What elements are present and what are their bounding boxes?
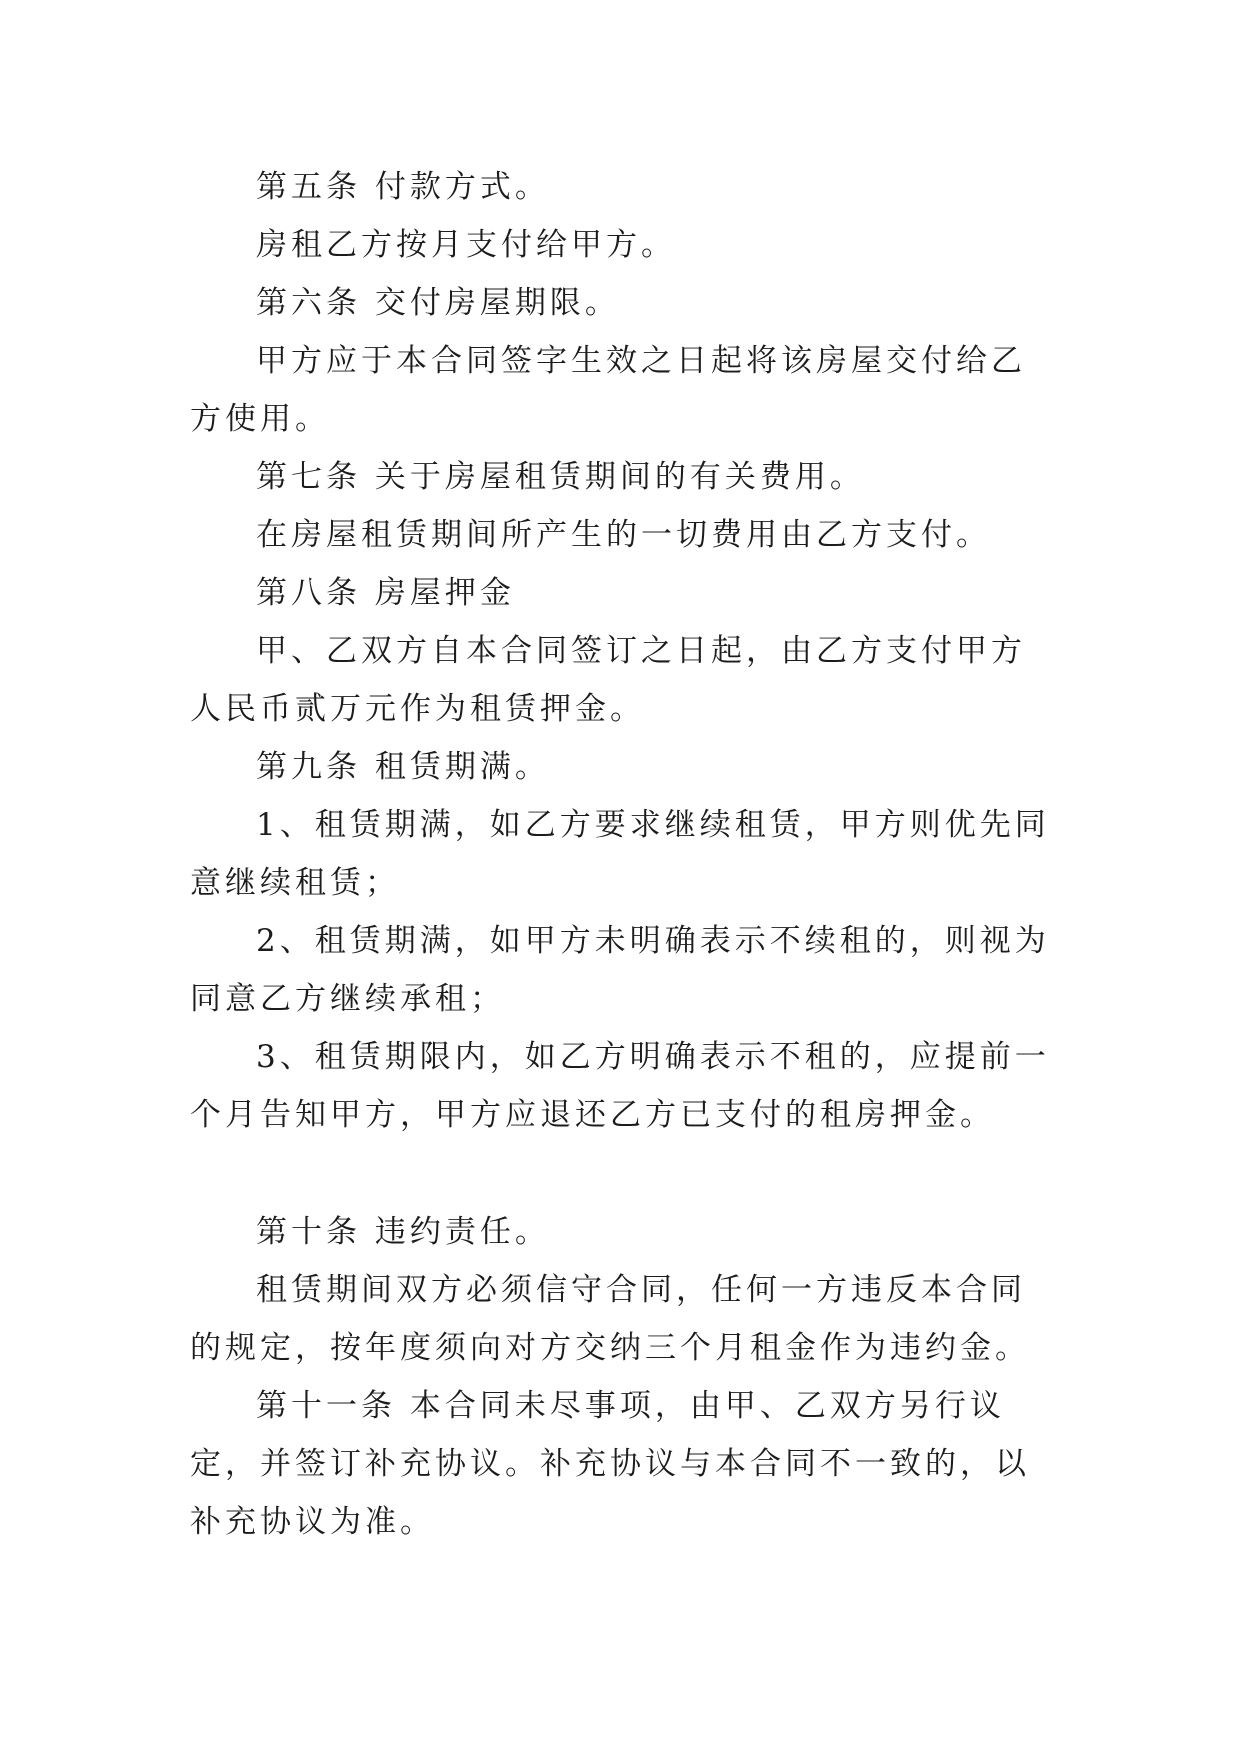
clause-9-heading: 第九条 租赁期满。 [256, 749, 550, 785]
clause-5-heading: 第五条 付款方式。 [256, 169, 550, 205]
clause-7-heading: 第七条 关于房屋租赁期间的有关费用。 [256, 459, 865, 495]
clause-9-item-2: 2、租赁期满，如甲方未明确表示不续租的，则视为同意乙方继续承租； [190, 923, 1050, 1017]
clause-7-text: 在房屋租赁期间所产生的一切费用由乙方支付。 [256, 517, 991, 553]
clause-9-item-3: 3、租赁期限内，如乙方明确表示不租的，应提前一个月告知甲方，甲方应退还乙方已支付的租房押金。 [190, 1039, 1050, 1133]
clause-10-text: 租赁期间双方必须信守合同，任何一方违反本合同的规定，按年度须向对方交纳三个月租金作为违约金。 [190, 1272, 1030, 1366]
paragraph-gap [190, 1144, 1050, 1203]
clause-8-heading: 第八条 房屋押金 [256, 575, 515, 611]
clause-5-text: 房租乙方按月支付给甲方。 [256, 227, 676, 263]
clause-11-text: 第十一条 本合同未尽事项，由甲、乙双方另行议定，并签订补充协议。补充协议与本合同不一致的，以补充协议为准。 [190, 1388, 1030, 1540]
clause-10-heading: 第十条 违约责任。 [256, 1214, 550, 1250]
clause-6-text: 甲方应于本合同签字生效之日起将该房屋交付给乙方使用。 [190, 343, 1026, 437]
clause-9-item-1: 1、租赁期满，如乙方要求继续租赁，甲方则优先同意继续租赁； [190, 807, 1050, 901]
clause-8-text: 甲、乙双方自本合同签订之日起，由乙方支付甲方人民币贰万元作为租赁押金。 [190, 633, 1026, 727]
clause-6-heading: 第六条 交付房屋期限。 [256, 285, 620, 321]
document-body [190, 158, 1050, 1551]
